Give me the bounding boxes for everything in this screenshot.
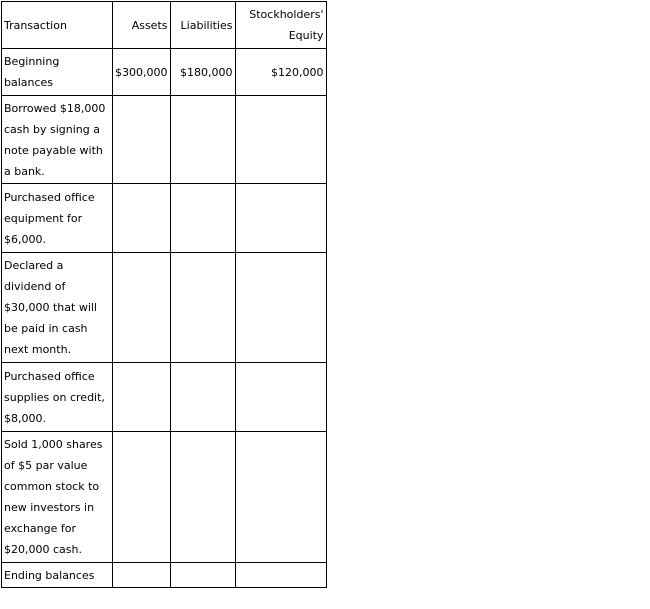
table-row-purchased-supplies: [2, 363, 327, 432]
table-row-sold-common-stock: [2, 432, 327, 563]
cell-liabilities[interactable]: $180,000: [170, 49, 235, 96]
cell-equity[interactable]: [235, 253, 326, 363]
cell-assets[interactable]: [113, 432, 171, 563]
cell-liabilities[interactable]: [170, 253, 235, 363]
cell-transaction: Purchased office equipment for $6,000.: [2, 184, 113, 253]
cell-equity[interactable]: [235, 563, 326, 588]
cell-transaction: Sold 1,000 shares of $5 par value common stock to new investors in exchange for $20,000 cash.: [2, 432, 113, 563]
cell-liabilities[interactable]: [170, 363, 235, 432]
cell-liabilities[interactable]: [170, 432, 235, 563]
cell-equity[interactable]: [235, 363, 326, 432]
cell-equity[interactable]: [235, 432, 326, 563]
cell-assets[interactable]: [113, 253, 171, 363]
header-liabilities: Liabilities: [170, 2, 235, 49]
table-row-beginning-balances: [2, 49, 327, 96]
table-row-borrowed-cash: [2, 96, 327, 184]
cell-transaction: Ending balances: [2, 563, 113, 588]
cell-assets[interactable]: $300,000: [113, 49, 171, 96]
cell-equity[interactable]: $120,000: [235, 49, 326, 96]
header-transaction: Transaction: [2, 2, 113, 49]
cell-liabilities[interactable]: [170, 184, 235, 253]
cell-transaction: Purchased office supplies on credit, $8,000.: [2, 363, 113, 432]
cell-equity[interactable]: [235, 96, 326, 184]
cell-assets[interactable]: [113, 96, 171, 184]
header-assets: Assets: [113, 2, 171, 49]
cell-transaction: Beginning balances: [2, 49, 113, 96]
table-row-purchased-equipment: [2, 184, 327, 253]
cell-assets[interactable]: [113, 563, 171, 588]
header-equity-line2: Equity: [288, 29, 324, 42]
cell-liabilities[interactable]: [170, 96, 235, 184]
cell-assets[interactable]: [113, 184, 171, 253]
header-equity-line1: Stockholders': [249, 8, 324, 21]
table-row-ending-balances: [2, 563, 327, 588]
cell-assets[interactable]: [113, 363, 171, 432]
header-row: [2, 2, 327, 49]
cell-liabilities[interactable]: [170, 563, 235, 588]
cell-transaction: Borrowed $18,000 cash by signing a note payable with a bank.: [2, 96, 113, 184]
cell-transaction: Declared a dividend of $30,000 that will be paid in cash next month.: [2, 253, 113, 363]
header-stockholders-equity: [235, 2, 326, 49]
cell-equity[interactable]: [235, 184, 326, 253]
transaction-analysis-table: [1, 1, 327, 588]
table-row-declared-dividend: [2, 253, 327, 363]
